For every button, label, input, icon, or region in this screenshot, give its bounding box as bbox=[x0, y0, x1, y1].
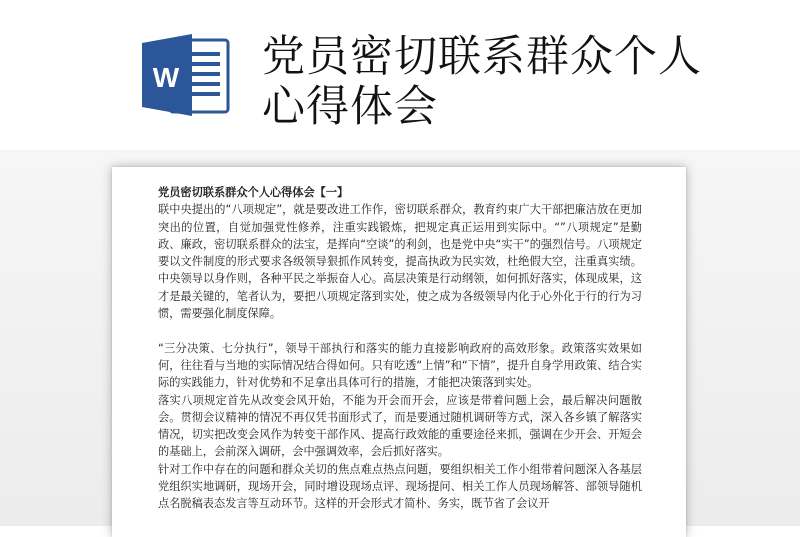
document-page bbox=[112, 167, 686, 537]
page-title: 党员密切联系群众个人心得体会 bbox=[262, 32, 702, 132]
paragraph: “三分决策、七分执行”，领导干部执行和落实的能力直接影响政府的高效形象。政策落实效果如何，往往看与当地的实际情况结合得如何。只有吃透“上情”和“下情”，提升自身学用政策、结合实际的实践能力，针对优势和不足拿出具体可行的措施，才能把决策落到实处。 bbox=[158, 341, 642, 390]
document-heading: 党员密切联系群众个人心得体会【一】 bbox=[158, 186, 349, 199]
paragraph: 针对工作中存在的问题和群众关切的焦点难点热点问题，要组织相关工作小组带着问题深入各基层党组织实地调研，现场开会，同时增设现场点评、现场提问、相关工作人员现场解答、部领导随机点名脱稿表态发言等互动环节。这样的开会形式才简朴、务实，既节省了会议开 bbox=[158, 462, 642, 511]
document-body bbox=[158, 184, 642, 513]
word-icon-letter: W bbox=[152, 62, 180, 93]
page-header bbox=[0, 0, 800, 160]
paragraph-spacer bbox=[158, 322, 642, 339]
word-document-icon bbox=[140, 34, 232, 116]
paragraph: 联中央提出的“八项规定”，就是要改进工作作，密切联系群众，教育约束广大干部把廉洁放在更加突出的位置，自觉加强党性修养，注重实践锻炼，把规定真正运用到实际中。“”八项规定”是勤政、廉政，密切联系群众的法宝，是挥向“空谈”的利剑，也是党中央“实干”的强烈信号。八项规定要以文件制度的形式要求各级领导狠抓作风转变，提高执政为民实效，杜绝假大空，注重真实绩。中央领导以身作则，各种平民之举振奋人心。高层决策是行动纲领，如何抓好落实，体现成果，这才是最关键的，笔者认为，要把八项规定落到实处，使之成为各级领导内化于心外化于行的行为习惯，需要强化制度保障。 bbox=[158, 203, 642, 321]
paragraph: 落实八项规定首先从改变会风开始，不能为开会而开会，应该是带着问题上会，最后解决问题散会。贯彻会议精神的情况不再仅凭书面形式了，而是要通过随机调研等方式，深入各乡镇了解落实情况，切实把改变会风作为转变干部作风、提高行政效能的重要途径来抓，强调在少开会、开短会的基础上，会前深入调研，会中强调效率，会后抓好落实。 bbox=[158, 393, 642, 459]
